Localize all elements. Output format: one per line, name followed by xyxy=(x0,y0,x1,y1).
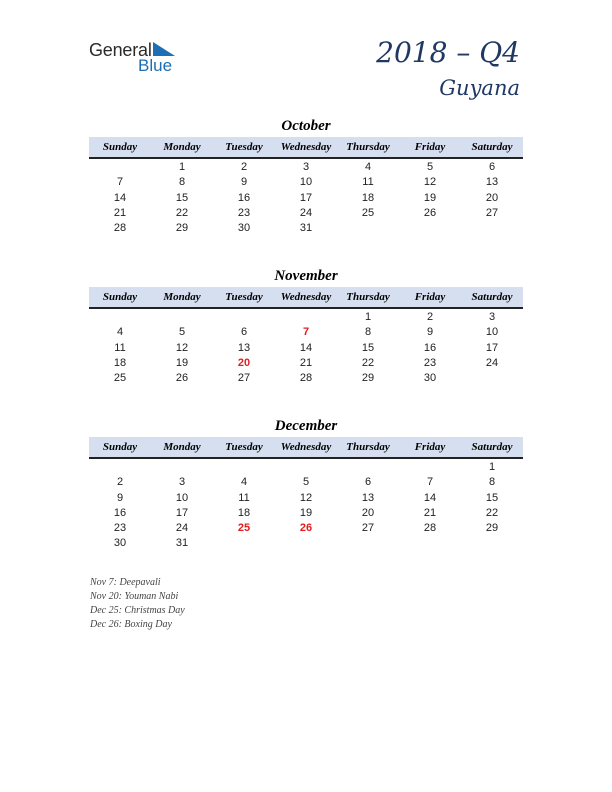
day-cell: 6 xyxy=(364,476,372,489)
day-cell: 10 xyxy=(175,491,189,504)
day-cell: 25 xyxy=(113,372,127,385)
empty-day-cell xyxy=(213,310,275,325)
month-name: December xyxy=(274,418,338,434)
week-row xyxy=(89,371,523,386)
day-cell: 9 xyxy=(426,326,434,339)
weekday-header: Monday xyxy=(163,441,201,453)
day-cell: 5 xyxy=(302,476,310,489)
day-cell: 3 xyxy=(178,476,186,489)
weekday-header: Thursday xyxy=(346,441,390,453)
empty-day-cell xyxy=(337,536,399,551)
day-cell: 28 xyxy=(423,522,437,535)
day-cell: 2 xyxy=(240,161,248,173)
weekday-header-row xyxy=(89,287,523,309)
day-cell: 16 xyxy=(113,506,127,519)
day-cell: 24 xyxy=(299,206,313,219)
weekday-header: Saturday xyxy=(471,441,513,453)
weekday-header: Saturday xyxy=(471,141,513,153)
day-cell: 26 xyxy=(299,522,313,535)
day-cell: 15 xyxy=(361,341,375,354)
day-cell: 26 xyxy=(423,206,437,219)
day-cell: 7 xyxy=(426,476,434,489)
day-cell: 29 xyxy=(175,222,189,235)
day-cell: 12 xyxy=(423,176,437,189)
day-cell: 26 xyxy=(175,372,189,385)
weekday-header: Sunday xyxy=(102,441,138,453)
day-cell: 2 xyxy=(426,311,434,323)
weekday-header: Sunday xyxy=(102,291,138,303)
day-cell: 24 xyxy=(485,356,499,369)
day-cell: 5 xyxy=(178,326,186,339)
day-cell: 25 xyxy=(361,206,375,219)
weekday-header: Wednesday xyxy=(280,141,332,153)
empty-day-cell xyxy=(337,221,399,236)
day-cell: 15 xyxy=(485,491,499,504)
week-row xyxy=(89,191,523,206)
day-cell: 18 xyxy=(237,506,251,519)
day-cell: 22 xyxy=(361,356,375,369)
weekday-header: Friday xyxy=(414,291,446,303)
day-cell: 6 xyxy=(488,161,496,173)
week-row xyxy=(89,310,523,325)
day-cell: 27 xyxy=(485,206,499,219)
empty-day-cell xyxy=(213,460,275,475)
day-cell: 16 xyxy=(237,191,251,204)
holiday-note: Dec 26: Boxing Day xyxy=(90,619,172,630)
day-cell: 29 xyxy=(485,522,499,535)
day-cell: 21 xyxy=(299,356,313,369)
day-cell: 21 xyxy=(113,206,127,219)
day-cell: 12 xyxy=(175,341,189,354)
empty-day-cell xyxy=(275,536,337,551)
holiday-notes xyxy=(90,576,185,632)
weekday-header-row xyxy=(89,137,523,159)
day-cell: 1 xyxy=(488,461,496,473)
day-cell: 16 xyxy=(423,341,437,354)
weekday-header: Monday xyxy=(163,291,201,303)
empty-day-cell xyxy=(151,310,213,325)
day-cell: 12 xyxy=(299,491,313,504)
day-cell: 8 xyxy=(364,326,372,339)
day-cell: 13 xyxy=(237,341,251,354)
day-cell: 7 xyxy=(116,176,124,189)
country-name: Guyana xyxy=(439,76,520,100)
weekday-header: Friday xyxy=(414,441,446,453)
weekday-header: Thursday xyxy=(346,291,390,303)
empty-day-cell xyxy=(151,460,213,475)
empty-day-cell xyxy=(399,536,461,551)
week-row xyxy=(89,536,523,551)
week-row xyxy=(89,356,523,371)
empty-day-cell xyxy=(89,310,151,325)
empty-day-cell xyxy=(89,160,151,175)
day-cell: 4 xyxy=(364,161,372,173)
month-name: October xyxy=(281,118,331,134)
day-cell: 29 xyxy=(361,372,375,385)
week-row xyxy=(89,491,523,506)
day-cell: 20 xyxy=(361,506,375,519)
day-cell: 28 xyxy=(113,222,127,235)
day-cell: 17 xyxy=(299,191,313,204)
day-cell: 7 xyxy=(302,326,310,339)
weekday-header: Wednesday xyxy=(280,291,332,303)
day-cell: 8 xyxy=(488,476,496,489)
weekday-header: Saturday xyxy=(471,291,513,303)
day-cell: 14 xyxy=(299,341,313,354)
page-title: 2018 – Q4 xyxy=(376,36,520,69)
week-row xyxy=(89,206,523,221)
logo-text-blue: Blue xyxy=(138,56,173,75)
logo-text-general: General xyxy=(89,40,152,60)
week-row xyxy=(89,506,523,521)
day-cell: 3 xyxy=(488,311,496,323)
day-cell: 17 xyxy=(175,506,189,519)
empty-day-cell xyxy=(89,460,151,475)
weekday-header: Sunday xyxy=(102,141,138,153)
empty-day-cell xyxy=(337,460,399,475)
day-cell: 30 xyxy=(423,372,437,385)
month-calendar-november xyxy=(89,266,523,386)
day-cell: 10 xyxy=(299,176,313,189)
weekday-header: Tuesday xyxy=(225,291,263,303)
day-cell: 1 xyxy=(364,311,372,323)
day-cell: 28 xyxy=(299,372,313,385)
day-cell: 25 xyxy=(237,522,251,535)
month-calendar-october xyxy=(89,116,523,236)
week-row xyxy=(89,460,523,475)
day-cell: 23 xyxy=(423,356,437,369)
day-cell: 4 xyxy=(116,326,124,339)
day-cell: 18 xyxy=(113,356,127,369)
week-row xyxy=(89,475,523,490)
weekday-header: Wednesday xyxy=(280,441,332,453)
day-cell: 31 xyxy=(175,537,189,550)
day-cell: 19 xyxy=(175,356,189,369)
day-cell: 1 xyxy=(178,161,186,173)
month-name: November xyxy=(274,268,338,284)
day-cell: 9 xyxy=(240,176,248,189)
day-cell: 22 xyxy=(175,206,189,219)
month-calendar-december xyxy=(89,416,523,552)
day-cell: 13 xyxy=(361,491,375,504)
empty-day-cell xyxy=(461,536,523,551)
day-cell: 14 xyxy=(423,491,437,504)
day-cell: 23 xyxy=(237,206,251,219)
day-cell: 30 xyxy=(237,222,251,235)
weekday-header: Monday xyxy=(163,141,201,153)
week-row xyxy=(89,160,523,175)
day-cell: 4 xyxy=(240,476,248,489)
day-cell: 10 xyxy=(485,326,499,339)
week-row xyxy=(89,341,523,356)
day-cell: 11 xyxy=(238,491,250,504)
day-cell: 2 xyxy=(116,476,124,489)
day-cell: 20 xyxy=(485,191,499,204)
day-cell: 13 xyxy=(485,176,499,189)
weekday-header: Tuesday xyxy=(225,141,263,153)
day-cell: 23 xyxy=(113,522,127,535)
day-cell: 27 xyxy=(237,372,251,385)
day-cell: 11 xyxy=(114,341,126,354)
weekday-header: Thursday xyxy=(346,141,390,153)
week-row xyxy=(89,221,523,236)
empty-day-cell xyxy=(213,536,275,551)
day-cell: 6 xyxy=(240,326,248,339)
day-cell: 31 xyxy=(299,222,313,235)
day-cell: 22 xyxy=(485,506,499,519)
day-cell: 9 xyxy=(116,491,124,504)
empty-day-cell xyxy=(275,310,337,325)
day-cell: 19 xyxy=(299,506,313,519)
day-cell: 14 xyxy=(113,191,127,204)
weekday-header: Friday xyxy=(414,141,446,153)
empty-day-cell xyxy=(461,371,523,386)
empty-day-cell xyxy=(399,221,461,236)
holiday-note: Nov 20: Youman Nabi xyxy=(90,591,179,602)
day-cell: 21 xyxy=(423,506,437,519)
empty-day-cell xyxy=(399,460,461,475)
week-row xyxy=(89,175,523,190)
day-cell: 17 xyxy=(485,341,499,354)
day-cell: 3 xyxy=(302,161,310,173)
week-row xyxy=(89,521,523,536)
weekday-header: Tuesday xyxy=(225,441,263,453)
holiday-note: Dec 25: Christmas Day xyxy=(90,605,185,616)
day-cell: 8 xyxy=(178,176,186,189)
day-cell: 18 xyxy=(361,191,375,204)
day-cell: 19 xyxy=(423,191,437,204)
empty-day-cell xyxy=(461,221,523,236)
day-cell: 5 xyxy=(426,161,434,173)
week-row xyxy=(89,325,523,340)
day-cell: 15 xyxy=(175,191,189,204)
day-cell: 27 xyxy=(361,522,375,535)
generalblue-logo xyxy=(89,40,189,76)
day-cell: 11 xyxy=(362,176,374,189)
holiday-note: Nov 7: Deepavali xyxy=(90,577,161,588)
day-cell: 20 xyxy=(237,356,251,369)
day-cell: 24 xyxy=(175,522,189,535)
day-cell: 30 xyxy=(113,537,127,550)
empty-day-cell xyxy=(275,460,337,475)
weekday-header-row xyxy=(89,437,523,459)
